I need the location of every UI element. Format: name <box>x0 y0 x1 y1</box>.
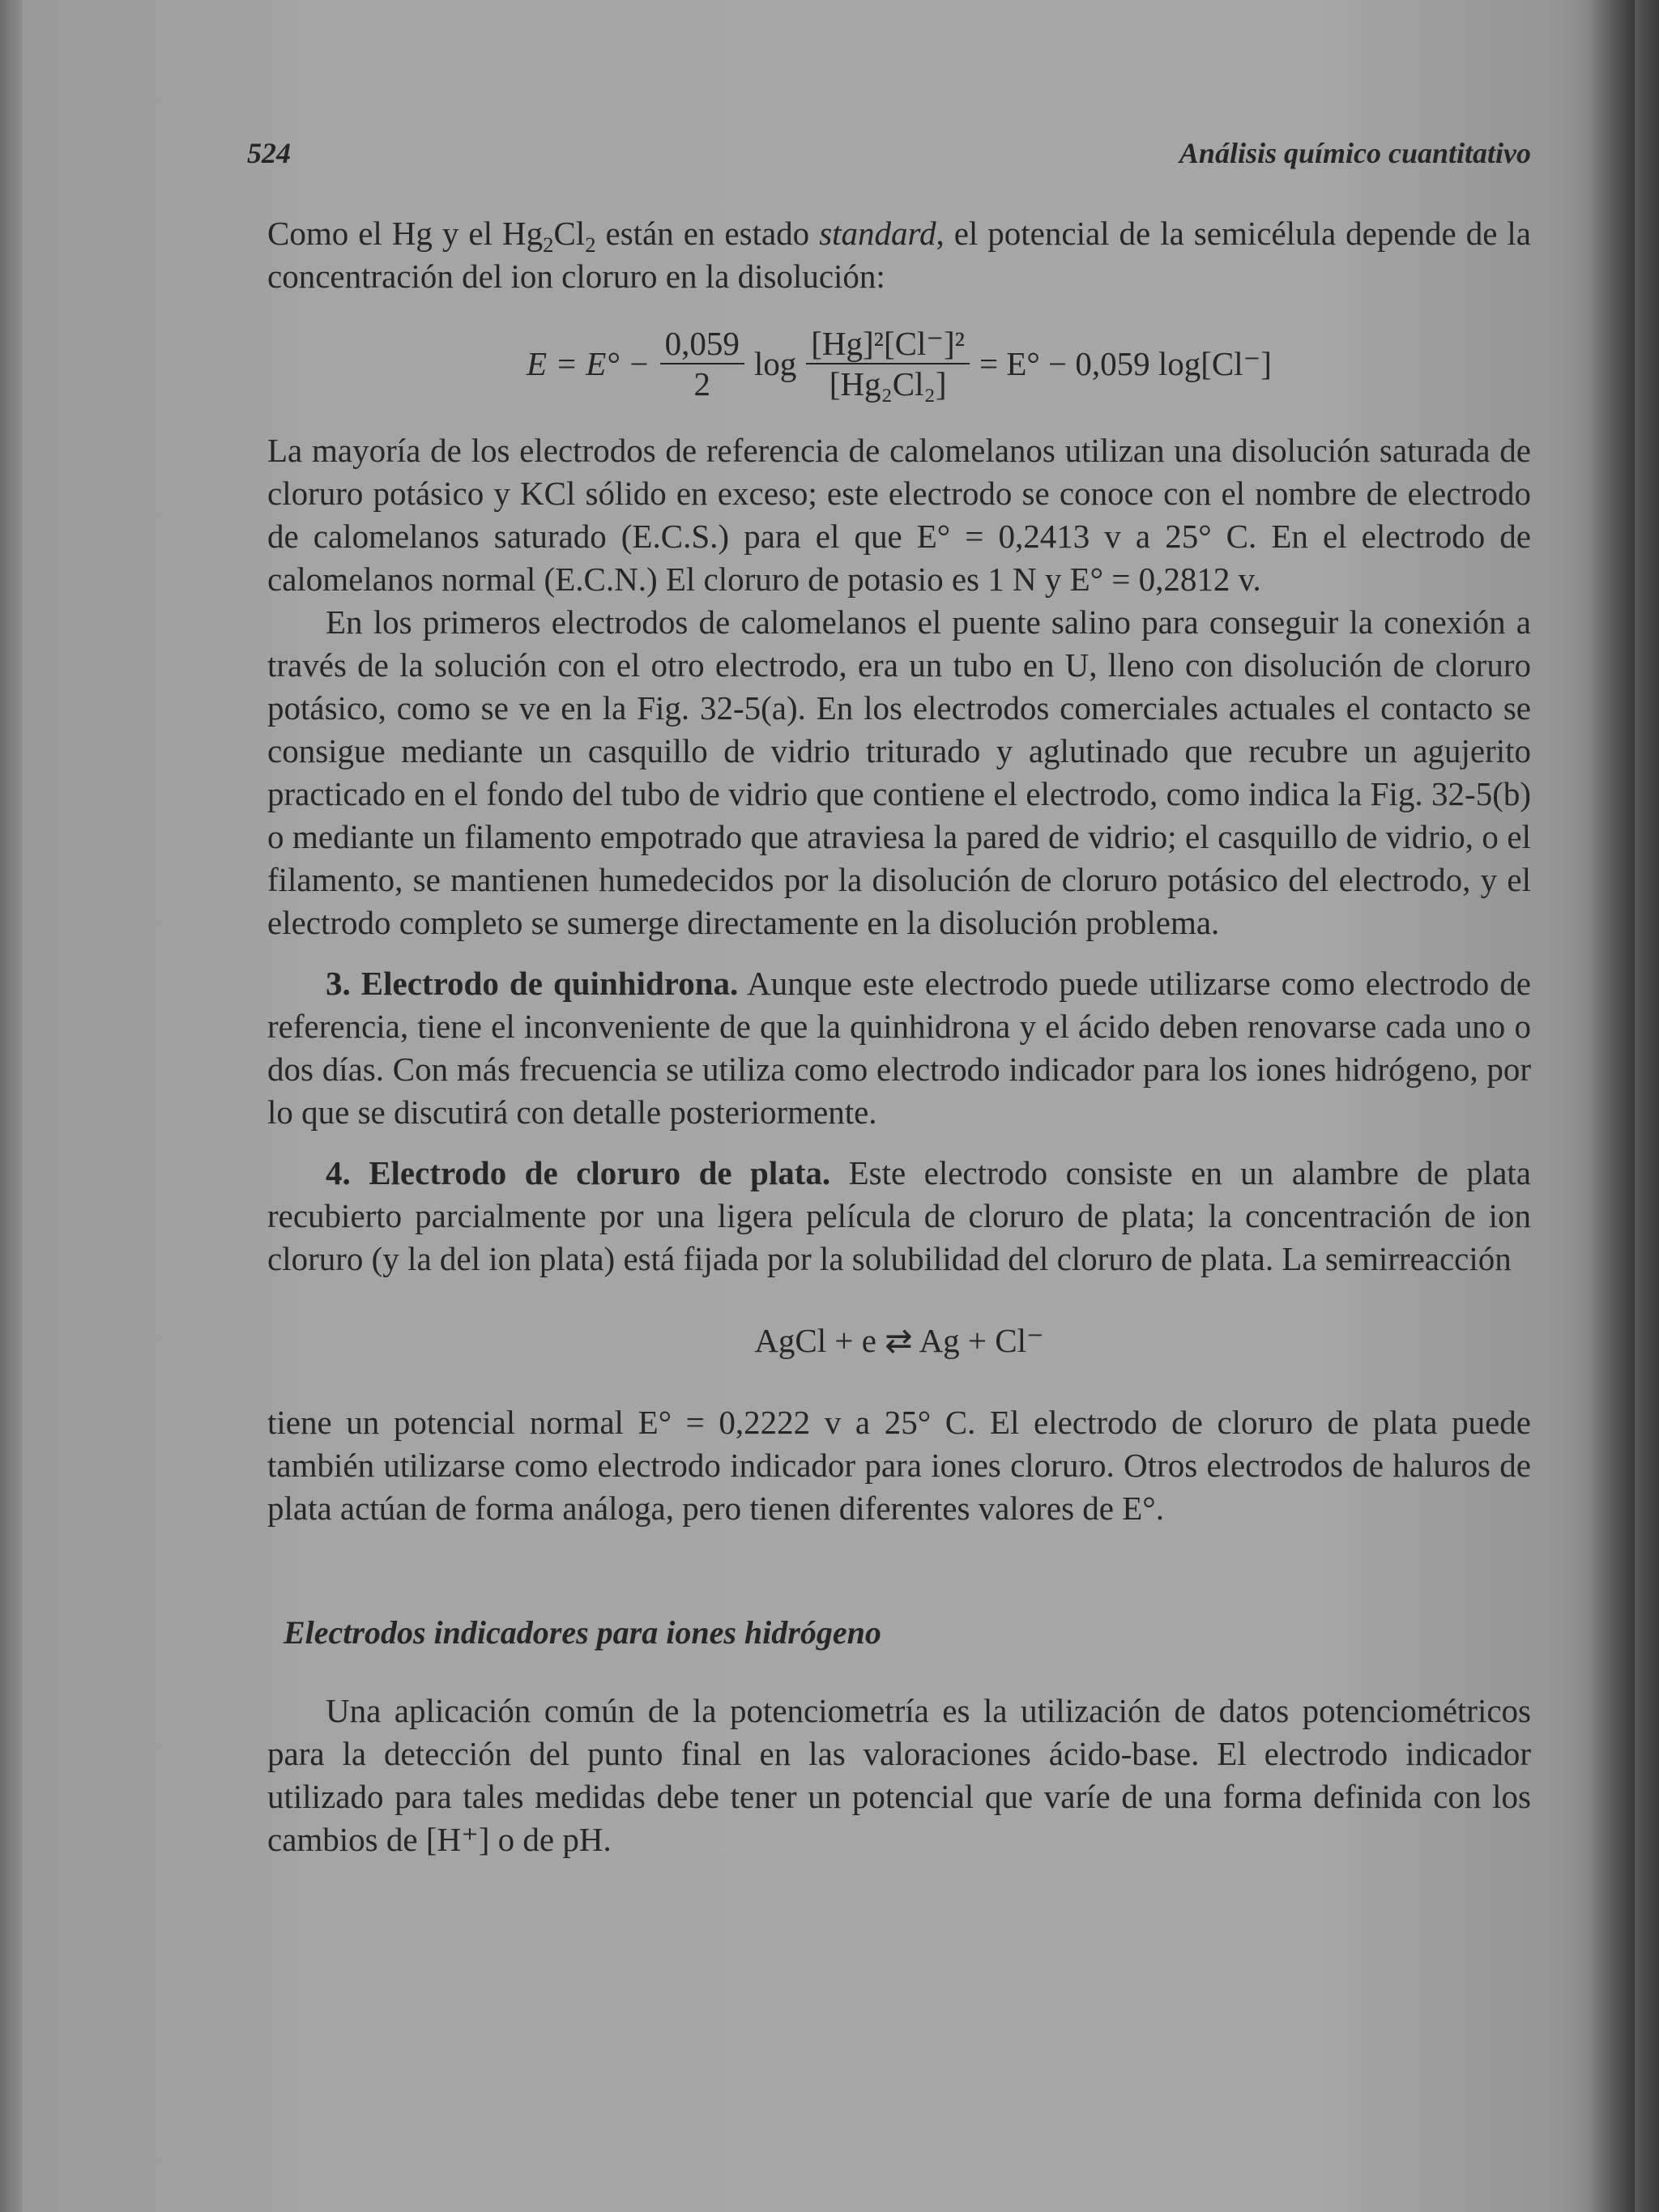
page-header <box>247 136 1531 177</box>
section-title: Electrodos indicadores para iones hidrógeno <box>284 1614 881 1651</box>
spacer <box>267 1134 1531 1152</box>
fraction-numerator: [Hg]²[Cl⁻]² <box>806 324 970 364</box>
paragraph-quinhydrone <box>267 962 1531 1134</box>
subscript: 2 <box>543 232 554 258</box>
running-head: Análisis químico cuantitativo <box>1179 137 1531 169</box>
coefficient-fraction <box>660 324 744 403</box>
fraction-denominator: [Hg₂Cl₂] <box>829 365 947 403</box>
text-fragment: , el potencial de la semicélula depende de la concentración del ion cloruro en la disolución: <box>267 215 1532 295</box>
paragraph-calomel-saturated: La mayoría de los electrodos de referencia de calomelanos utilizan una disolución saturada de cloruro potásico y KCl sólido en exceso; este electrodo se conoce con el nombre de electrodo de calomelanos saturado (E.C.S.) para el que E° = 0,2413 v a 25° C. En el electrodo de calomelanos normal (E.C.N.) El cloruro de potasio es 1 N y E° = 0,2812 v. <box>267 432 1531 598</box>
body-text <box>267 212 1531 1861</box>
text-fragment: están en estado <box>595 215 820 252</box>
half-reaction-equation: AgCl + e ⇄ Ag + Cl⁻ <box>754 1322 1044 1359</box>
text-fragment: Este electrodo consiste en un alambre de plata recubierto parcialmente por una ligera película de cloruro de plata; la concentración de ion cloruro (y la del ion plata) está fijada por la solubilidad del cloruro de plata. La semirreacción <box>267 1154 1531 1277</box>
paragraph-standard-state <box>267 212 1531 298</box>
page-gutter-shadow <box>1586 0 1635 2212</box>
paragraph-silver-chloride-potential: tiene un potencial normal E° = 0,2222 v a 25° C. El electrodo de cloruro de plata puede también utilizarse como electrodo indicador para iones cloruro. Otros electrodos de haluros de plata actúan de forma análoga, pero tienen diferentes valores de E°. <box>267 1404 1531 1527</box>
equation-lhs: E = E° − <box>527 344 650 382</box>
text-fragment: Aunque este electrodo puede utilizarse como electrodo de referencia, tiene el inconveniente de que la quinhidrona y el ácido deben renovarse cada uno o dos días. Con más frecuencia se utiliza como electrodo indicador para los iones hidrógeno, por lo que se discutirá con detalle posteriormente. <box>267 965 1531 1131</box>
paragraph-potentiometry: Una aplicación común de la potenciometría es la utilización de datos potenciométricos para la detección del punto final en las valoraciones ácido-base. El electrodo indicador utilizado para tales medidas debe tener un potencial que varíe de una forma definida con los cambios de [H⁺] o de pH. <box>267 1692 1531 1858</box>
fraction-denominator: 2 <box>693 365 710 403</box>
paragraph-early-electrodes: En los primeros electrodos de calomelanos el puente salino para conseguir la conexión a través de la solución con el otro electrodo, era un tubo en U, lleno con disolución de cloruro potásico, como se ve en la Fig. 32-5(a). En los electrodos comerciales actuales el contacto se consigue mediante un casquillo de vidrio triturado y aglutinado que recubre un agujerito practicado en el fondo del tubo de vidrio que contiene el electrodo, como indica la Fig. 32-5(b) o mediante un filamento empotrado que atraviesa la pared de vidrio; el casquillo de vidrio, o el filamento, se mantienen humedecidos por la disolución de cloruro potásico del electrodo, y el electrodo completo se sumerge directamente en la disolución problema. <box>267 603 1531 941</box>
text-fragment: Cl <box>553 215 586 252</box>
paragraph-silver-chloride <box>267 1152 1531 1281</box>
spacer <box>267 944 1531 962</box>
section-heading-silver-chloride: 4. Electrodo de cloruro de plata. <box>326 1154 831 1191</box>
subscript: 2 <box>585 232 596 258</box>
italic-term: standard <box>819 215 936 252</box>
text-fragment: Como el Hg y el Hg <box>267 215 544 252</box>
section-heading-quinhydrone: 3. Electrodo de quinhidrona. <box>326 965 739 1002</box>
log-operator: log <box>753 344 797 382</box>
fraction-numerator: 0,059 <box>660 324 744 364</box>
page-number: 524 <box>247 137 291 169</box>
concentration-fraction <box>806 324 970 403</box>
equation-rhs: = E° − 0,059 log[Cl⁻] <box>979 344 1272 382</box>
nernst-equation <box>267 319 1531 408</box>
